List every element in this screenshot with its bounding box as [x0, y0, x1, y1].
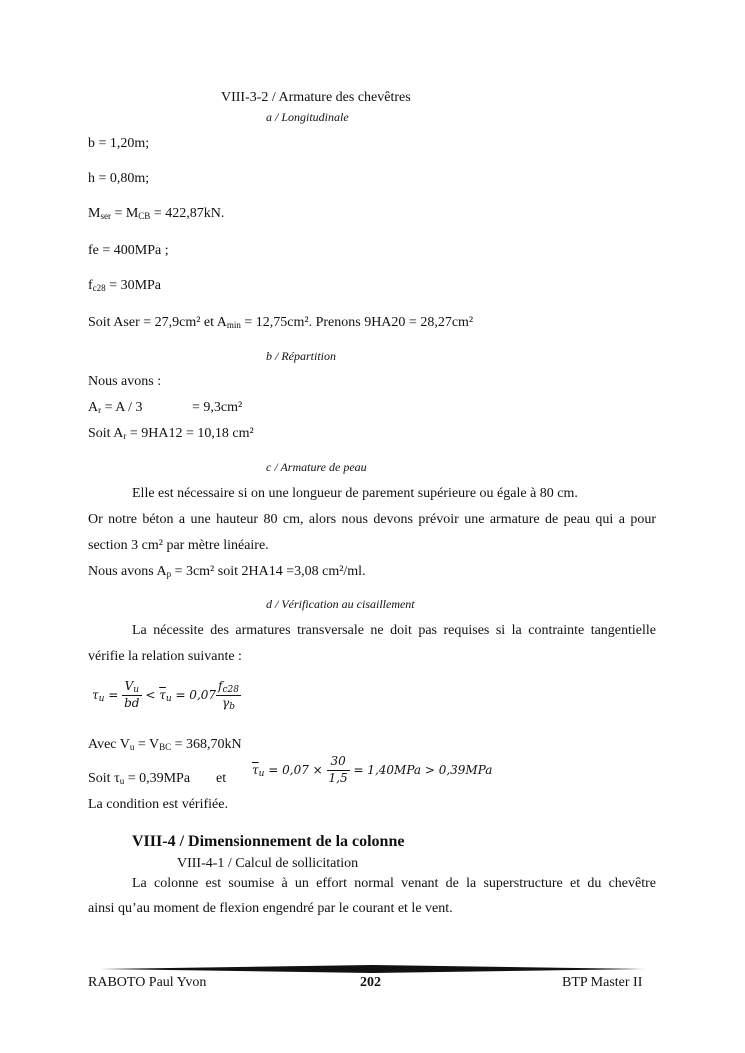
subheading-longitudinale: a / Longitudinale [266, 110, 349, 124]
repartition-ar: $A_r = A / 3$ [88, 400, 143, 415]
repartition-soit: Soit $A_r = 9HA12 = 10,18$ cm² [88, 426, 254, 441]
shear-formula: $\tau_u$ = $\frac{V_u}{bd}$ < $\overline{\tau}_u = 0,07$ $\frac{f_{c28}}{\gamma_b}$ [92, 679, 239, 712]
param-h: h = 0,80m; [88, 171, 150, 186]
param-b: b = 1,20m; [88, 136, 150, 151]
subheading-repartition: b / Répartition [266, 349, 336, 363]
subheading-cisaillement: d / Vérification au cisaillement [266, 597, 415, 611]
footer-divider [100, 964, 645, 974]
footer-course: BTP Master II [562, 975, 643, 990]
cisaillement-line-1: La nécessite des armatures transversale ne doit pas requises si la contrainte tangentielle [132, 623, 656, 638]
footer-page-number: 202 [360, 975, 381, 990]
section-heading-colonne: VIII-4 / Dimensionnement de la colonne [132, 833, 405, 850]
footer-author: RABOTO Paul Yvon [88, 975, 207, 990]
peau-line-3: section 3 cm² par mètre linéaire. [88, 538, 269, 553]
peau-line-1: Elle est nécessaire si on une longueur de parement supérieure ou égale à 80 cm. [132, 486, 578, 501]
peau-line-4: Nous avons $A_p = 3cm^2$ soit 2HA14 =3,08 cm²/ml. [88, 564, 366, 579]
subheading-armature-peau: c / Armature de peau [266, 460, 367, 474]
param-fc28: $f_{c28} = 30MPa$ [88, 278, 162, 293]
peau-line-2: Or notre béton a une hauteur 80 cm, alors nous devons prévoir une armature de peau qui a pour [88, 512, 656, 527]
colonne-line-2: ainsi qu’au moment de flexion engendré par le courant et le vent. [88, 901, 453, 916]
cisaillement-line-2: vérifie la relation suivante : [88, 649, 242, 664]
soit-tau: Soit $\tau_u = 0,39MPa$ [88, 771, 191, 786]
avec-vu: Avec $V_u = V_{BC} = 368,70kN$ [88, 737, 242, 752]
shear-check-formula: $\overline{\tau}_u = 0,07$ × $\frac{30}{1,5}$ = 1,40MPa > 0,39MPa [252, 754, 493, 785]
param-aser: Soit Aser = 27,9cm² et $A_{min} = 12,75cm^2$. Prenons 9HA20 = 28,27cm² [88, 315, 474, 330]
colonne-line-1: La colonne est soumise à un effort normal venant de la superstructure et du chevêtre [132, 876, 656, 891]
repartition-ar-value: = 9,3cm² [192, 400, 243, 415]
et-word: et [216, 771, 227, 786]
condition-verified: La condition est vérifiée. [88, 797, 228, 812]
repartition-intro: Nous avons : [88, 374, 162, 389]
section-heading-armature: VIII-3-2 / Armature des chevêtres [221, 90, 411, 105]
param-fe: fe = 400MPa ; [88, 243, 169, 258]
param-mser: $M_{ser} = M_{CB} = 422,87kN$. [88, 206, 225, 221]
subsection-heading-sollicitation: VIII-4-1 / Calcul de sollicitation [177, 856, 359, 871]
